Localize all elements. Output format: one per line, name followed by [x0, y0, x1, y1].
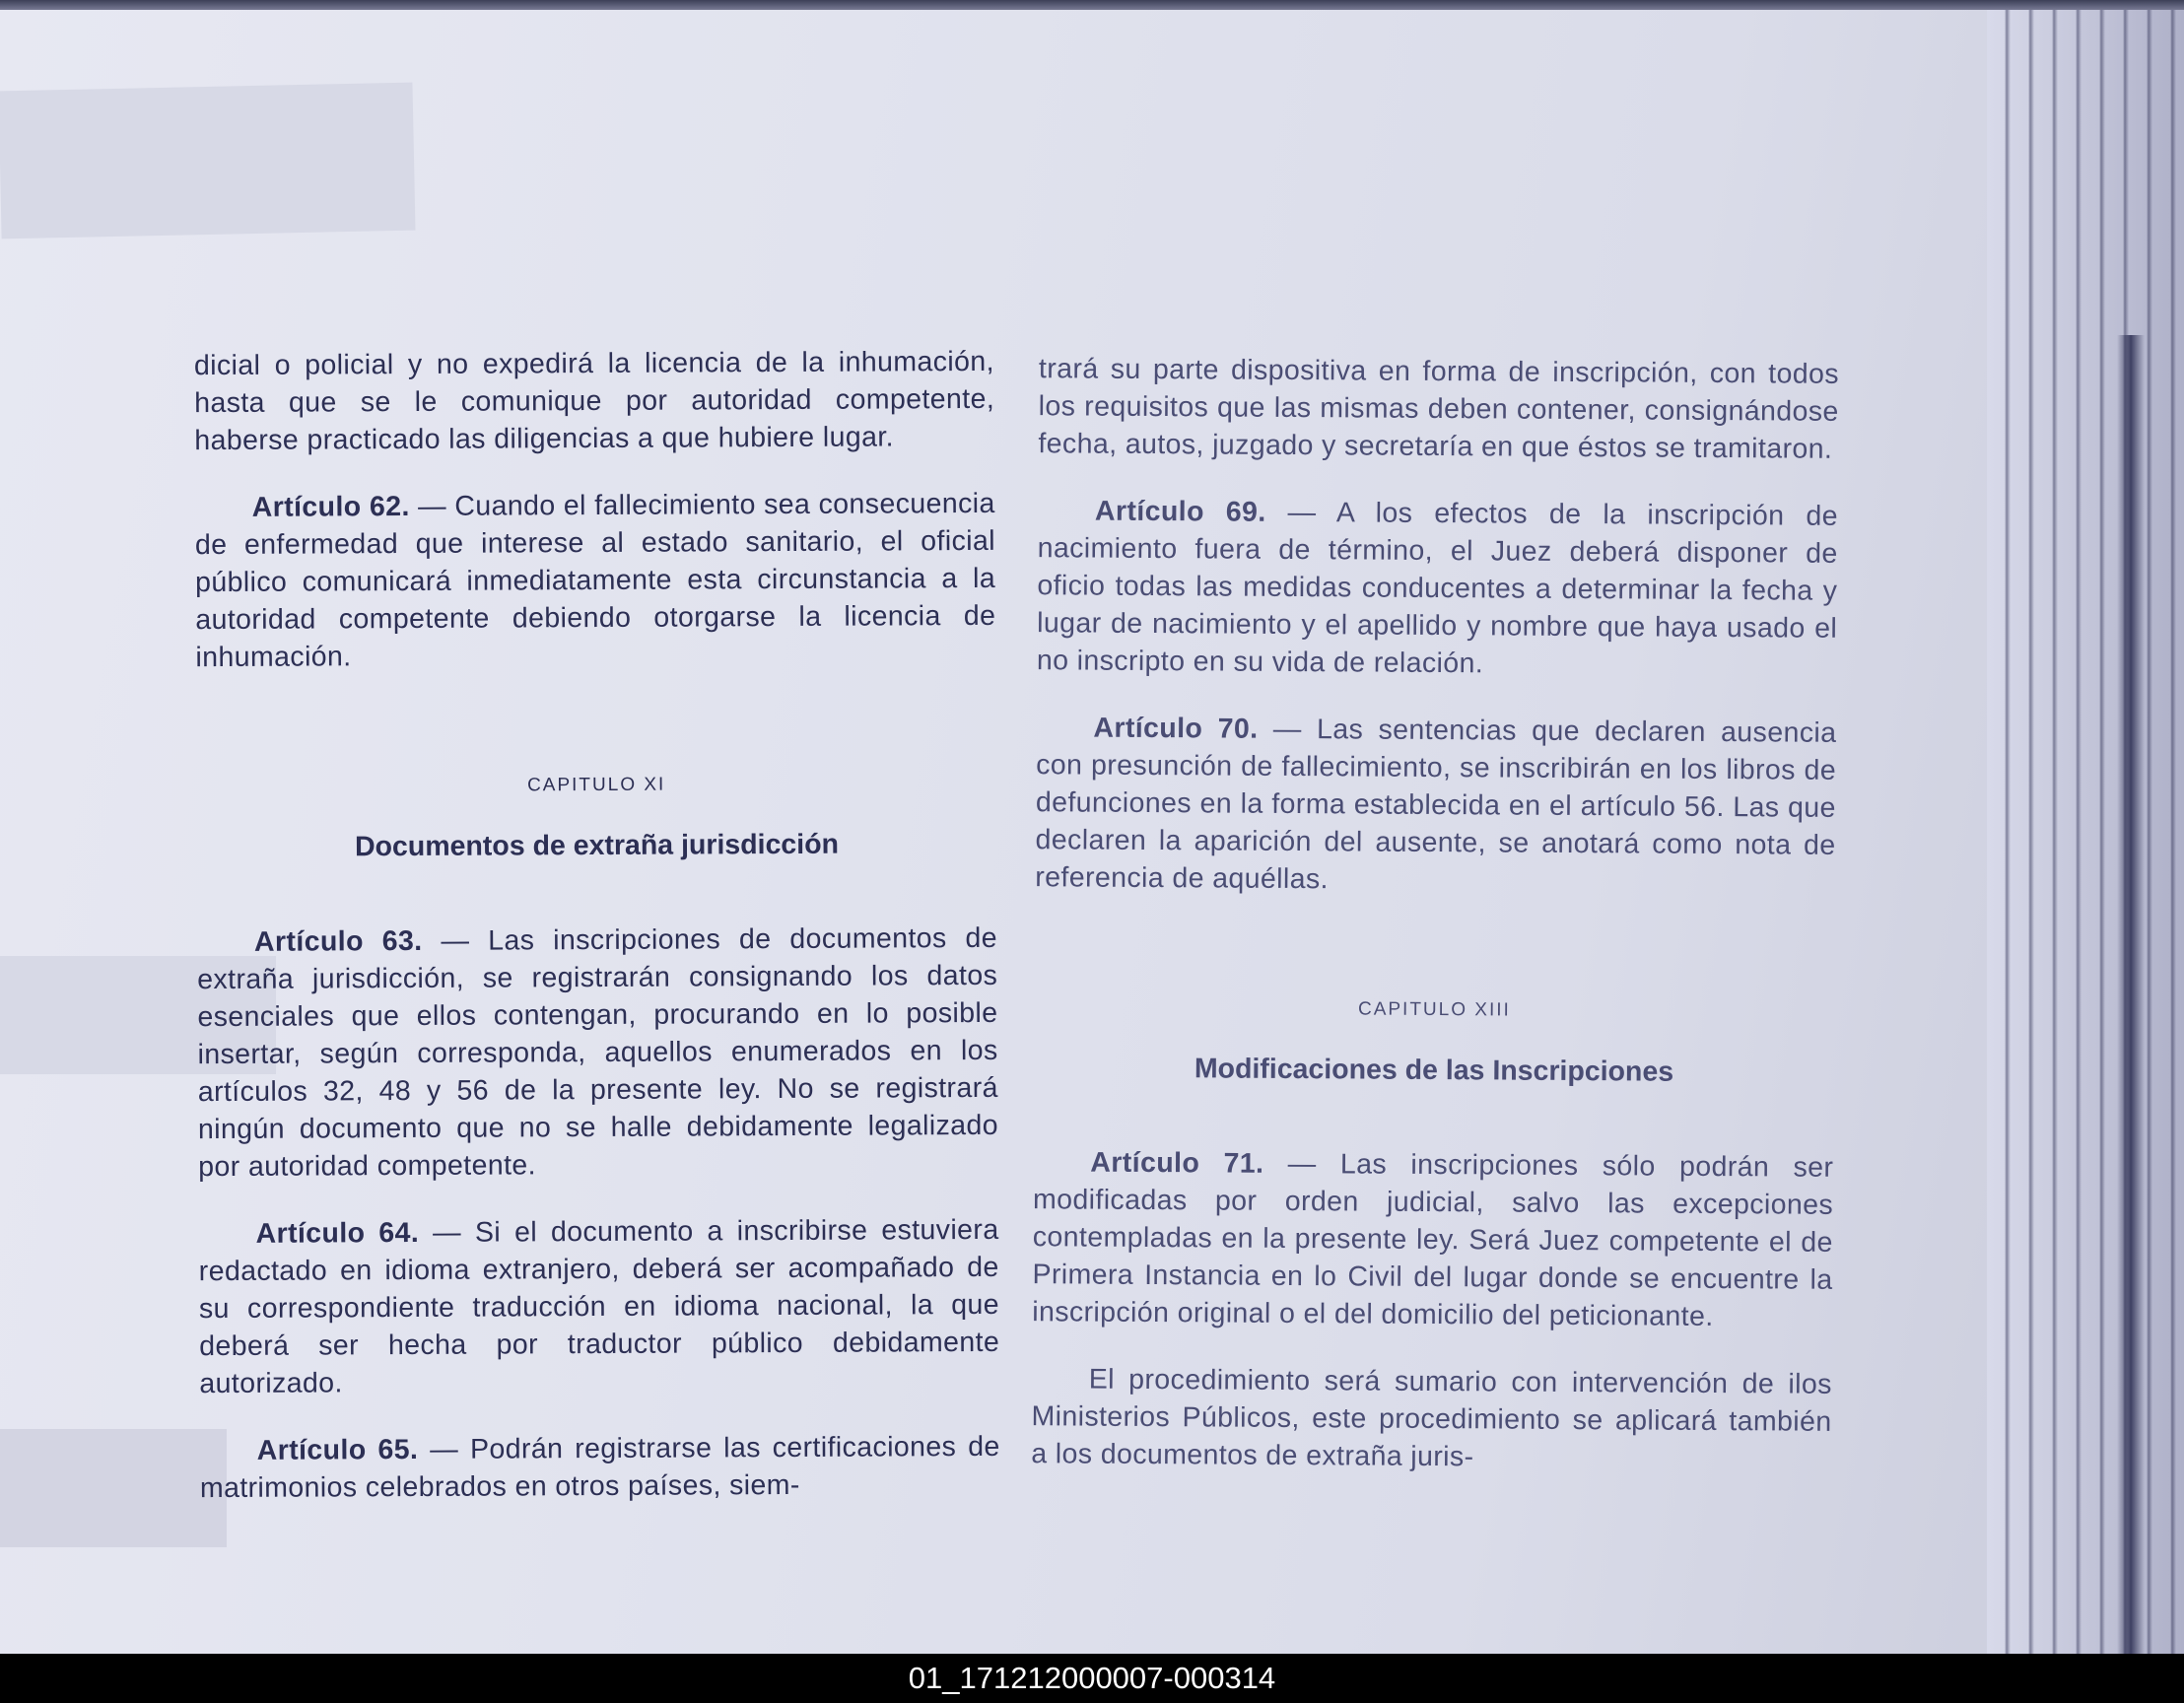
paper-tab — [0, 83, 416, 239]
article-text: — Las inscripciones sólo podrán ser modificadas por orden judicial, salvo las excepciones contempladas en la presente ley. Será Juez competente el de Primera Instancia en lo Civil del lugar donde se encuentre la inscripción original o el del domicilio del peticionante. — [1032, 1147, 1834, 1332]
paragraph: trará su parte dispositiva en forma de inscripción, con todos los requisitos que las mismas deben contener, consignándose fecha, autos, juzgado y secretaría en que éstos se tramitaron. — [1038, 353, 1840, 465]
article-label: Artículo 62. — [251, 490, 410, 523]
article-label: Artículo 71. — [1090, 1146, 1264, 1180]
article-text: — Podrán registrarse las certificaciones de matrimonios celebrados en otros países, siem- — [199, 1430, 1000, 1505]
paragraph: El procedimiento será sumario con intervención de ilos Ministerios Públicos, este procedimiento se aplicará también a los documentos de extraña juris- — [1031, 1363, 1832, 1473]
paper-tab — [0, 1429, 227, 1547]
article-text: — Las sentencias que declaren ausencia con presunción de fallecimiento, se inscribirán en los libros de defunciones en la forma establecida en el artículo 56. Las que declaren la aparición del ausente, se anotará como nota de referencia de aquéllas. — [1035, 713, 1837, 896]
image-caption: 01_171212000007-000314 — [0, 1654, 2184, 1703]
paragraph: dicial o policial y no expedirá la licencia de la inhumación, hasta que se le comunique por autoridad competente, haberse practicado las diligencias a que hubiere lugar. — [193, 345, 995, 457]
article-label: Artículo 65. — [256, 1433, 419, 1466]
article-63 — [197, 920, 998, 1186]
article-71 — [1032, 1143, 1833, 1336]
article-64 — [198, 1211, 999, 1402]
article-label: Artículo 69. — [1094, 495, 1266, 528]
chapter-heading: CAPITULO XI — [526, 774, 666, 796]
article-label: Artículo 63. — [253, 924, 423, 958]
right-column — [1031, 350, 1839, 1508]
article-text: — Cuando el fallecimiento sea consecuencia de enfermedad que interese al estado sanitario, el oficial público comunicará inmediatamente esta circunstancia a la autoridad competente debiendo otorgarse la licencia de inhumación. — [194, 487, 996, 674]
article-label: Artículo 64. — [255, 1216, 420, 1250]
article-65 — [200, 1428, 1000, 1507]
chapter-title: Documentos de extraña jurisdicción — [354, 828, 840, 863]
page-stack-edges — [1987, 10, 2184, 1654]
article-text: — A los efectos de la inscripción de nacimiento fuera de término, el Juez deberá disponer de oficio todas las medidas conducentes a determinar la fecha y lugar de nacimiento y el apellido y nombre que haya usado el no inscripto en su vida de relación. — [1036, 496, 1839, 680]
article-70 — [1035, 709, 1836, 902]
chapter-title: Modificaciones de las Inscripciones — [1194, 1053, 1674, 1088]
article-69 — [1037, 492, 1838, 685]
left-column — [194, 343, 1000, 1536]
article-text: — Si el documento a inscribirse estuviera redactado en idioma extranjero, deberá ser acompañado de su correspondiente traducción en idioma nacional, la que deberá ser hecha por traductor público debidamente autorizado. — [198, 1213, 1000, 1400]
article-62 — [195, 485, 996, 676]
chapter-heading: CAPITULO XIII — [1357, 998, 1511, 1021]
article-text: — Las inscripciones de documentos de extraña jurisdicción, se registrarán consignando los datos esenciales que ellos contengan, procurando en lo posible insertar, según corresponda, aquellos enumerados en los artículos 32, 48 y 56 de la presente ley. No se registrará ningún documento que no se halle debidamente legalizado por autoridad competente. — [197, 921, 999, 1184]
document-page — [0, 10, 2184, 1654]
article-label: Artículo 70. — [1093, 712, 1259, 745]
page-fold-shadow — [2117, 335, 2145, 1654]
